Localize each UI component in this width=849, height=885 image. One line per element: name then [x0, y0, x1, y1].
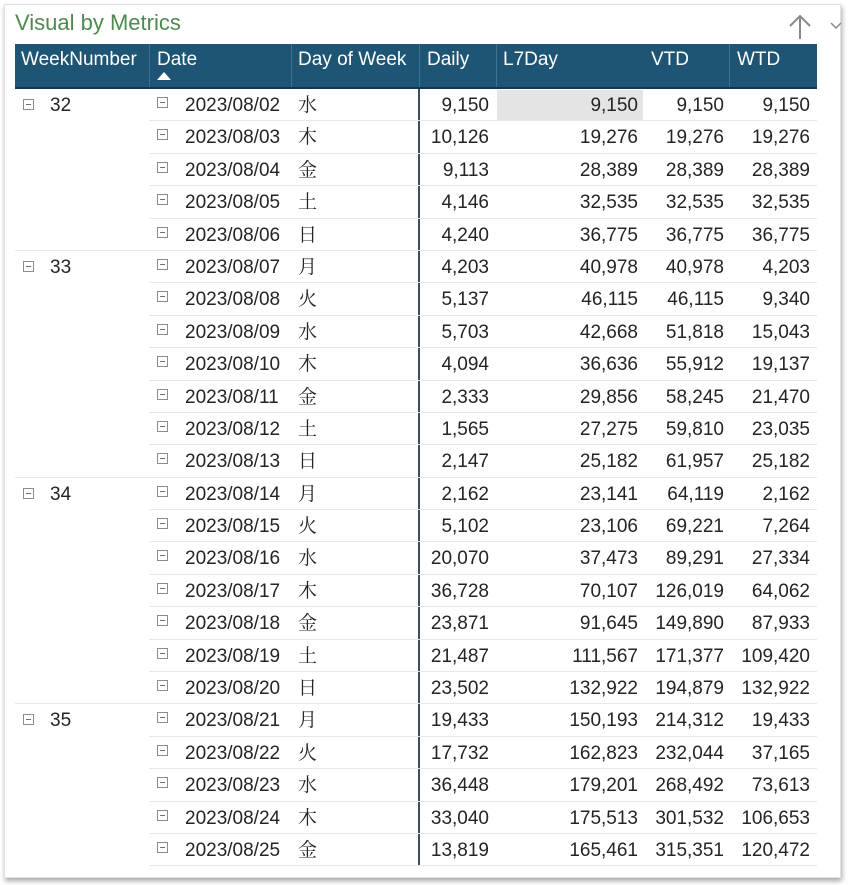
wtd-cell: 25,182: [751, 451, 810, 473]
l7day-cell: 70,107: [579, 580, 638, 602]
vtd-cell: 9,150: [676, 95, 724, 116]
wtd-cell: 2,162: [762, 483, 810, 505]
vtd-cell: 171,377: [655, 645, 724, 667]
arrow-up-icon[interactable]: [787, 13, 813, 41]
wtd-cell: 120,472: [741, 839, 810, 861]
collapse-icon[interactable]: [157, 486, 168, 497]
day-of-week-cell: 水: [298, 95, 318, 116]
l7day-cell: 27,275: [579, 418, 638, 440]
wtd-cell: 19,276: [751, 127, 810, 149]
wtd-cell: 37,165: [751, 742, 810, 764]
date-cell: 2023/08/13: [185, 451, 281, 473]
table-row: [15, 381, 817, 413]
collapse-icon[interactable]: [157, 810, 168, 821]
vtd-cell: 64,119: [667, 483, 724, 505]
date-cell: 2023/08/14: [185, 483, 281, 505]
wtd-cell: 21,470: [751, 386, 810, 408]
week-number-cell: 35: [50, 710, 72, 732]
column-header-l7day[interactable]: L7Day: [503, 49, 558, 70]
date-cell: 2023/08/21: [185, 710, 281, 732]
vtd-cell: 40,978: [665, 256, 724, 278]
collapse-icon[interactable]: [157, 97, 168, 108]
table-body: [15, 89, 817, 866]
l7day-cell: 42,668: [579, 321, 638, 343]
wtd-cell: 132,922: [741, 678, 810, 700]
date-cell: 2023/08/10: [185, 354, 281, 376]
vtd-cell: 268,492: [655, 775, 724, 797]
collapse-icon[interactable]: [157, 259, 168, 270]
row-divider: [149, 865, 817, 866]
l7day-cell: 40,978: [579, 256, 638, 278]
table-header: [15, 44, 817, 89]
daily-cell: 36,448: [430, 775, 489, 797]
table-row: [15, 834, 817, 866]
table-row: [15, 283, 817, 315]
column-header-day-of-week[interactable]: Day of Week: [298, 49, 407, 70]
day-of-week-cell: 火: [298, 516, 318, 538]
collapse-icon[interactable]: [157, 227, 168, 238]
wtd-cell: 19,137: [751, 354, 810, 376]
vtd-cell: 194,879: [655, 678, 724, 700]
vtd-cell: 59,810: [665, 418, 724, 440]
l7day-cell: 19,276: [579, 127, 638, 149]
visual-title: Visual by Metrics: [15, 10, 181, 35]
wtd-cell: 106,653: [741, 807, 810, 829]
collapse-icon[interactable]: [157, 615, 168, 626]
vtd-cell: 58,245: [665, 386, 724, 408]
date-cell: 2023/08/03: [185, 127, 281, 149]
date-cell: 2023/08/15: [185, 516, 281, 538]
collapse-icon[interactable]: [157, 453, 168, 464]
day-of-week-cell: 土: [298, 418, 318, 440]
vtd-cell: 19,276: [665, 127, 724, 149]
column-separator: [496, 44, 497, 87]
column-separator: [419, 44, 420, 87]
vtd-cell: 61,957: [665, 451, 724, 473]
daily-cell: 23,502: [430, 678, 489, 700]
date-cell: 2023/08/22: [185, 742, 281, 764]
vtd-cell: 36,775: [665, 224, 724, 246]
daily-cell: 2,333: [441, 386, 489, 408]
collapse-icon[interactable]: [157, 550, 168, 561]
vtd-cell: 89,291: [665, 548, 724, 570]
column-header-daily[interactable]: Daily: [427, 49, 470, 70]
table-row: [15, 219, 817, 251]
vtd-cell: 28,389: [665, 159, 724, 181]
day-of-week-cell: 水: [298, 321, 318, 343]
day-of-week-cell: 土: [298, 645, 318, 667]
vtd-cell: 126,019: [655, 580, 724, 602]
daily-cell: 9,150: [441, 95, 489, 116]
collapse-icon[interactable]: [157, 389, 168, 400]
daily-cell: 5,102: [441, 516, 489, 538]
vtd-cell: 149,890: [655, 613, 724, 635]
table-row: [15, 542, 817, 574]
table-row: [15, 672, 817, 704]
chevron-down-icon[interactable]: [827, 17, 845, 35]
daily-cell: 13,819: [430, 839, 489, 861]
collapse-icon[interactable]: [157, 842, 168, 853]
table-row: [15, 704, 817, 736]
table-row: [15, 186, 817, 218]
table-row: [15, 802, 817, 834]
l7day-cell: 175,513: [569, 807, 638, 829]
daily-cell: 9,113: [442, 159, 489, 181]
wtd-cell: 87,933: [751, 613, 810, 635]
column-header-wtd[interactable]: WTD: [737, 49, 781, 70]
collapse-icon[interactable]: [157, 421, 168, 432]
wtd-cell: 4,203: [762, 256, 810, 278]
date-cell: 2023/08/07: [185, 256, 281, 278]
day-of-week-cell: 木: [298, 807, 318, 829]
date-cell: 2023/08/19: [185, 645, 281, 667]
table-row: [15, 316, 817, 348]
l7day-cell: 111,567: [572, 645, 638, 667]
vtd-cell: 51,818: [665, 321, 724, 343]
daily-cell: 4,203: [441, 256, 489, 278]
date-cell: 2023/08/09: [185, 321, 281, 343]
wtd-cell: 36,775: [751, 224, 810, 246]
l7day-cell: 36,636: [579, 354, 638, 376]
table-row: [15, 445, 817, 477]
wtd-cell: 32,535: [751, 192, 810, 214]
daily-cell: 21,487: [430, 645, 489, 667]
wtd-cell: 73,613: [751, 775, 810, 797]
collapse-icon[interactable]: [157, 583, 168, 594]
l7day-cell: 36,775: [579, 224, 638, 246]
date-cell: 2023/08/16: [185, 548, 281, 570]
collapse-icon[interactable]: [157, 356, 168, 367]
week-number-cell: 32: [50, 95, 72, 116]
date-cell: 2023/08/24: [185, 807, 281, 829]
daily-cell: 4,240: [441, 224, 489, 246]
l7day-cell: 28,389: [579, 159, 638, 181]
daily-cell: 5,703: [441, 321, 489, 343]
date-cell: 2023/08/11: [185, 386, 279, 408]
l7day-cell: 150,193: [569, 710, 638, 732]
table-row: [15, 640, 817, 672]
date-cell: 2023/08/08: [185, 289, 281, 311]
collapse-icon[interactable]: [157, 680, 168, 691]
date-cell: 2023/08/18: [185, 613, 281, 635]
day-of-week-cell: 水: [298, 775, 318, 797]
vtd-cell: 214,312: [655, 710, 724, 732]
day-of-week-cell: 木: [298, 127, 318, 149]
wtd-cell: 9,150: [762, 95, 810, 116]
table-row: [15, 575, 817, 607]
column-header-date[interactable]: Date: [157, 49, 198, 70]
l7day-cell: 32,535: [579, 192, 638, 214]
table-row: [15, 348, 817, 380]
table-row: [15, 121, 817, 153]
l7day-cell: 91,645: [579, 613, 638, 635]
l7day-cell: 23,106: [579, 516, 638, 538]
l7day-cell: 46,115: [581, 289, 638, 311]
date-cell: 2023/08/05: [185, 192, 281, 214]
table-row: [15, 89, 817, 121]
table-row: [15, 607, 817, 639]
l7day-cell: 179,201: [569, 775, 638, 797]
week-number-cell: 33: [50, 256, 72, 278]
vtd-cell: 46,115: [667, 289, 724, 311]
collapse-icon[interactable]: [23, 488, 34, 499]
date-cell: 2023/08/06: [185, 224, 281, 246]
daily-cell: 17,732: [430, 742, 489, 764]
l7day-cell: 9,150: [590, 95, 638, 116]
table-row: [15, 737, 817, 769]
table-row: [15, 251, 817, 283]
daily-cell: 4,094: [441, 354, 489, 376]
wtd-cell: 9,340: [762, 289, 810, 311]
wtd-cell: 19,433: [751, 710, 810, 732]
day-of-week-cell: 日: [298, 451, 318, 473]
vtd-cell: 55,912: [665, 354, 724, 376]
daily-cell: 10,126: [430, 127, 489, 149]
week-number-cell: 34: [50, 483, 72, 505]
collapse-icon[interactable]: [157, 648, 168, 659]
date-cell: 2023/08/04: [185, 159, 281, 181]
daily-cell: 36,728: [430, 580, 489, 602]
day-of-week-cell: 金: [298, 839, 318, 861]
vtd-cell: 232,044: [655, 742, 724, 764]
l7day-cell: 23,141: [579, 483, 638, 505]
daily-cell: 19,433: [430, 710, 489, 732]
date-cell: 2023/08/23: [185, 775, 281, 797]
table-row: [15, 769, 817, 801]
vtd-cell: 301,532: [655, 807, 724, 829]
collapse-icon[interactable]: [23, 261, 34, 272]
column-header-vtd[interactable]: VTD: [651, 49, 689, 70]
daily-cell: 5,137: [441, 289, 489, 311]
l7day-cell: 25,182: [579, 451, 638, 473]
daily-cell: 2,147: [441, 451, 489, 473]
day-of-week-cell: 火: [298, 742, 318, 764]
collapse-icon[interactable]: [157, 162, 168, 173]
day-of-week-cell: 水: [298, 548, 318, 570]
collapse-icon[interactable]: [157, 129, 168, 140]
table-row: [15, 510, 817, 542]
matrix-table: [15, 44, 817, 866]
column-separator: [729, 44, 730, 87]
day-of-week-cell: 日: [298, 224, 318, 246]
collapse-icon[interactable]: [23, 99, 34, 110]
date-cell: 2023/08/02: [185, 95, 281, 116]
l7day-cell: 37,473: [579, 548, 638, 570]
collapse-icon[interactable]: [157, 777, 168, 788]
day-of-week-cell: 月: [298, 710, 318, 732]
l7day-cell: 162,823: [569, 742, 638, 764]
column-separator: [291, 44, 292, 87]
visual-container: [4, 4, 841, 878]
day-of-week-cell: 木: [298, 580, 318, 602]
l7day-cell: 29,856: [579, 386, 638, 408]
day-of-week-cell: 日: [298, 678, 318, 700]
wtd-cell: 64,062: [751, 580, 810, 602]
column-separator: [149, 44, 150, 87]
date-cell: 2023/08/17: [185, 580, 281, 602]
collapse-icon[interactable]: [23, 714, 34, 725]
daily-cell: 2,162: [441, 483, 489, 505]
wtd-cell: 15,043: [751, 321, 810, 343]
wtd-cell: 27,334: [751, 548, 810, 570]
date-cell: 2023/08/20: [185, 678, 281, 700]
l7day-cell: 165,461: [569, 839, 638, 861]
daily-cell: 20,070: [430, 548, 489, 570]
day-of-week-cell: 月: [298, 256, 318, 278]
table-row: [15, 478, 817, 510]
collapse-icon[interactable]: [157, 194, 168, 205]
table-row: [15, 154, 817, 186]
vtd-cell: 32,535: [665, 192, 724, 214]
vtd-cell: 69,221: [665, 516, 724, 538]
collapse-icon[interactable]: [157, 518, 168, 529]
day-of-week-cell: 土: [298, 192, 318, 214]
day-of-week-cell: 月: [298, 483, 318, 505]
day-of-week-cell: 火: [298, 289, 318, 311]
daily-cell: 23,871: [430, 613, 489, 635]
vtd-cell: 315,351: [655, 839, 724, 861]
collapse-icon[interactable]: [157, 291, 168, 302]
wtd-cell: 23,035: [751, 418, 810, 440]
date-cell: 2023/08/12: [185, 418, 281, 440]
day-of-week-cell: 木: [298, 354, 318, 376]
wtd-cell: 28,389: [751, 159, 810, 181]
daily-cell: 33,040: [430, 807, 489, 829]
date-cell: 2023/08/25: [185, 839, 281, 861]
wtd-cell: 7,264: [762, 516, 810, 538]
daily-cell: 4,146: [441, 192, 489, 214]
sort-ascending-icon[interactable]: [157, 72, 171, 80]
day-of-week-cell: 金: [298, 613, 318, 635]
collapse-icon[interactable]: [157, 324, 168, 335]
day-of-week-cell: 金: [298, 159, 318, 181]
day-of-week-cell: 金: [298, 386, 318, 408]
column-header-weeknumber[interactable]: WeekNumber: [21, 49, 137, 70]
collapse-icon[interactable]: [157, 712, 168, 723]
collapse-icon[interactable]: [157, 745, 168, 756]
daily-cell: 1,565: [441, 418, 489, 440]
table-row: [15, 413, 817, 445]
wtd-cell: 109,420: [741, 645, 810, 667]
l7day-cell: 132,922: [569, 678, 638, 700]
